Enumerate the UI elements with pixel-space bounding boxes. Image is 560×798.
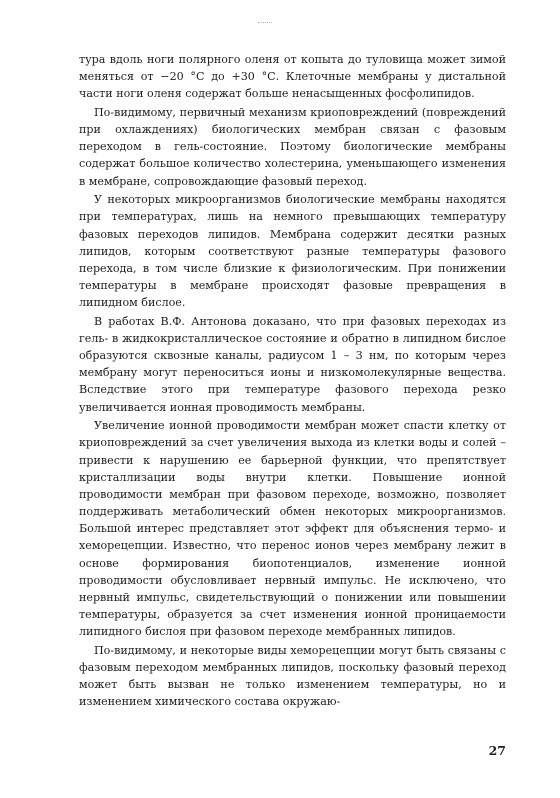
paragraph-antonov-channels: В работах В.Ф. Антонова доказано, что при фазовых переходах из гель- в жидкокристаллическое состояние и обратно в липидном бислое образуются сквозные каналы, радиусом 1 – 3 нм, по которым через мембрану могут переноситься ионы и низкомолекулярные вещества. Вследствие этого при температуре фазового перехода резко увеличивается ионная проводимость мембраны. [79, 314, 506, 414]
page-top-mark [258, 22, 272, 25]
paragraph-continuation: тура вдоль ноги полярного оленя от копыта до туловища может зимой меняться от −20 °С до +30 °С. Клеточные мембраны у дистальной части ноги оленя содержат больше ненасыщенных фосфолипидов. [79, 53, 506, 101]
body-text [79, 51, 506, 710]
paragraph-ionic-conductivity: Увеличение ионной проводимости мембран может спасти клетку от криоповреждений за счет увеличения выхода из клетки воды и солей – привести к нарушению ее барьерной функции, что препятствует кристаллизации воды внутри клетки. Повышение ионной проводимости мембран при фазовом переходе, возможно, позволяет поддерживать метаболический обмен некоторых микроорганизмов. Большой интерес представляет этот эффект для объяснения термо- и хеморецепции. Известно, что перенос ионов через мембрану лежит в основе формирования биопотенциалов, изменение ионной проводимости обусловливает нервный импульс. Не исключено, что нервный импульс, свидетельствующий о понижении или повышении температуры, образуется за счет изменения ионной проницаемости липидного бислоя при фазовом переходе мембранных липидов. [79, 419, 506, 639]
page-number: 27 [488, 743, 506, 758]
paragraph-microorganism-membranes: У некоторых микроорганизмов биологические мембраны находятся при температурах, лишь на немного превышающих температуру фазовых переходов липидов. Мембрана содержит десятки разных липидов, которым соответствуют разные температуры фазового перехода, в том числе близкие к физиологическим. При понижении температуры в мембране происходят фазовые превращения в липидном бислое. [79, 193, 506, 310]
paragraph-cryodamage-mechanism: По-видимому, первичный механизм криоповреждений (повреждений при охлаждениях) биологических мембран связан с фазовым переходом в гель-состояние. Поэтому биологические мембраны содержат большое количество холестерина, уменьшающего изменения в мембране, сопровождающие фазовый переход. [79, 105, 506, 188]
paragraph-chemoreception: По-видимому, и некоторые виды хеморецепции могут быть связаны с фазовым переходом мембранных липидов, поскольку фазовый переход может быть вызван не только изменением температуры, но и изменением химического состава окружаю- [79, 643, 506, 709]
